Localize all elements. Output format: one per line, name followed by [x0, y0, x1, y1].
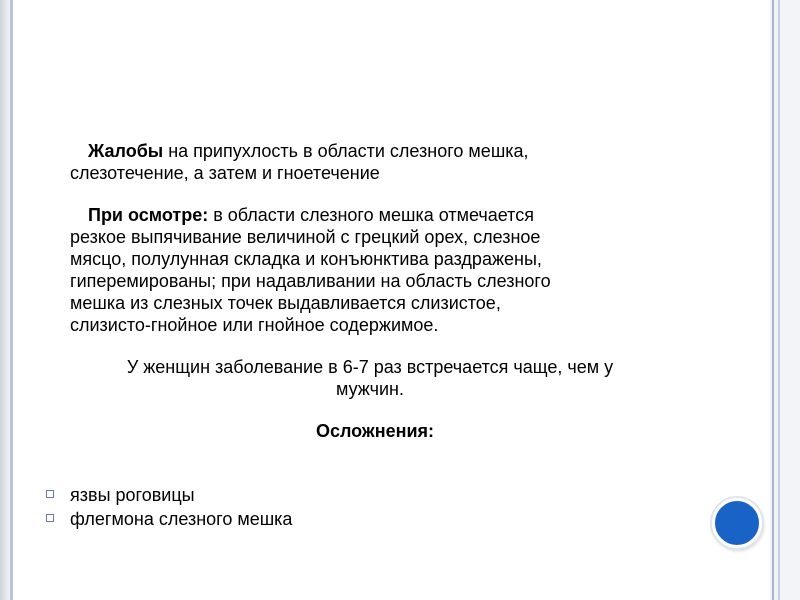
square-bullet-icon — [46, 490, 54, 498]
complaints-paragraph — [70, 140, 690, 162]
slide-left-shadow — [0, 0, 10, 600]
slide-left-border — [10, 0, 13, 600]
examination-line6: слизисто-гнойное или гнойное содержимое. — [70, 315, 439, 335]
complaints-text-line2: слезотечение, а затем и гноетечение — [70, 163, 380, 183]
complications-heading: Осложнения: — [315, 421, 435, 441]
examination-paragraph — [70, 204, 690, 226]
examination-label: При осмотре: — [88, 205, 209, 225]
slide-right-border-line — [772, 0, 774, 600]
decorative-blue-circle — [712, 498, 762, 548]
epidemiology-line1: У женщин заболевание в 6-7 раз встречается чаще, чем у — [126, 357, 614, 377]
epidemiology-line2: мужчин. — [336, 379, 404, 399]
complaints-text-line1: на припухлость в области слезного мешка, — [163, 141, 529, 161]
complications-list — [46, 483, 292, 531]
examination-line4: гиперемированы; при надавливании на область слезного — [70, 271, 551, 291]
list-item — [46, 507, 292, 531]
slide-right-panel — [770, 0, 800, 600]
complication-item-1: язвы роговицы — [70, 485, 195, 505]
square-bullet-icon — [46, 514, 54, 522]
complaints-label: Жалобы — [88, 141, 164, 161]
slide-right-border-line-inner — [778, 0, 780, 600]
examination-line2: резкое выпячивание величиной с грецкий орех, слезное — [70, 227, 541, 247]
list-item — [46, 483, 292, 507]
examination-line5: мешка из слезных точек выдавливается слизистое, — [70, 293, 501, 313]
examination-line3: мясцо, полулунная складка и конъюнктива раздражены, — [70, 249, 542, 269]
examination-line1: в области слезного мешка отмечается — [208, 205, 534, 225]
complication-item-2: флегмона слезного мешка — [70, 509, 293, 529]
slide-body — [70, 140, 690, 442]
